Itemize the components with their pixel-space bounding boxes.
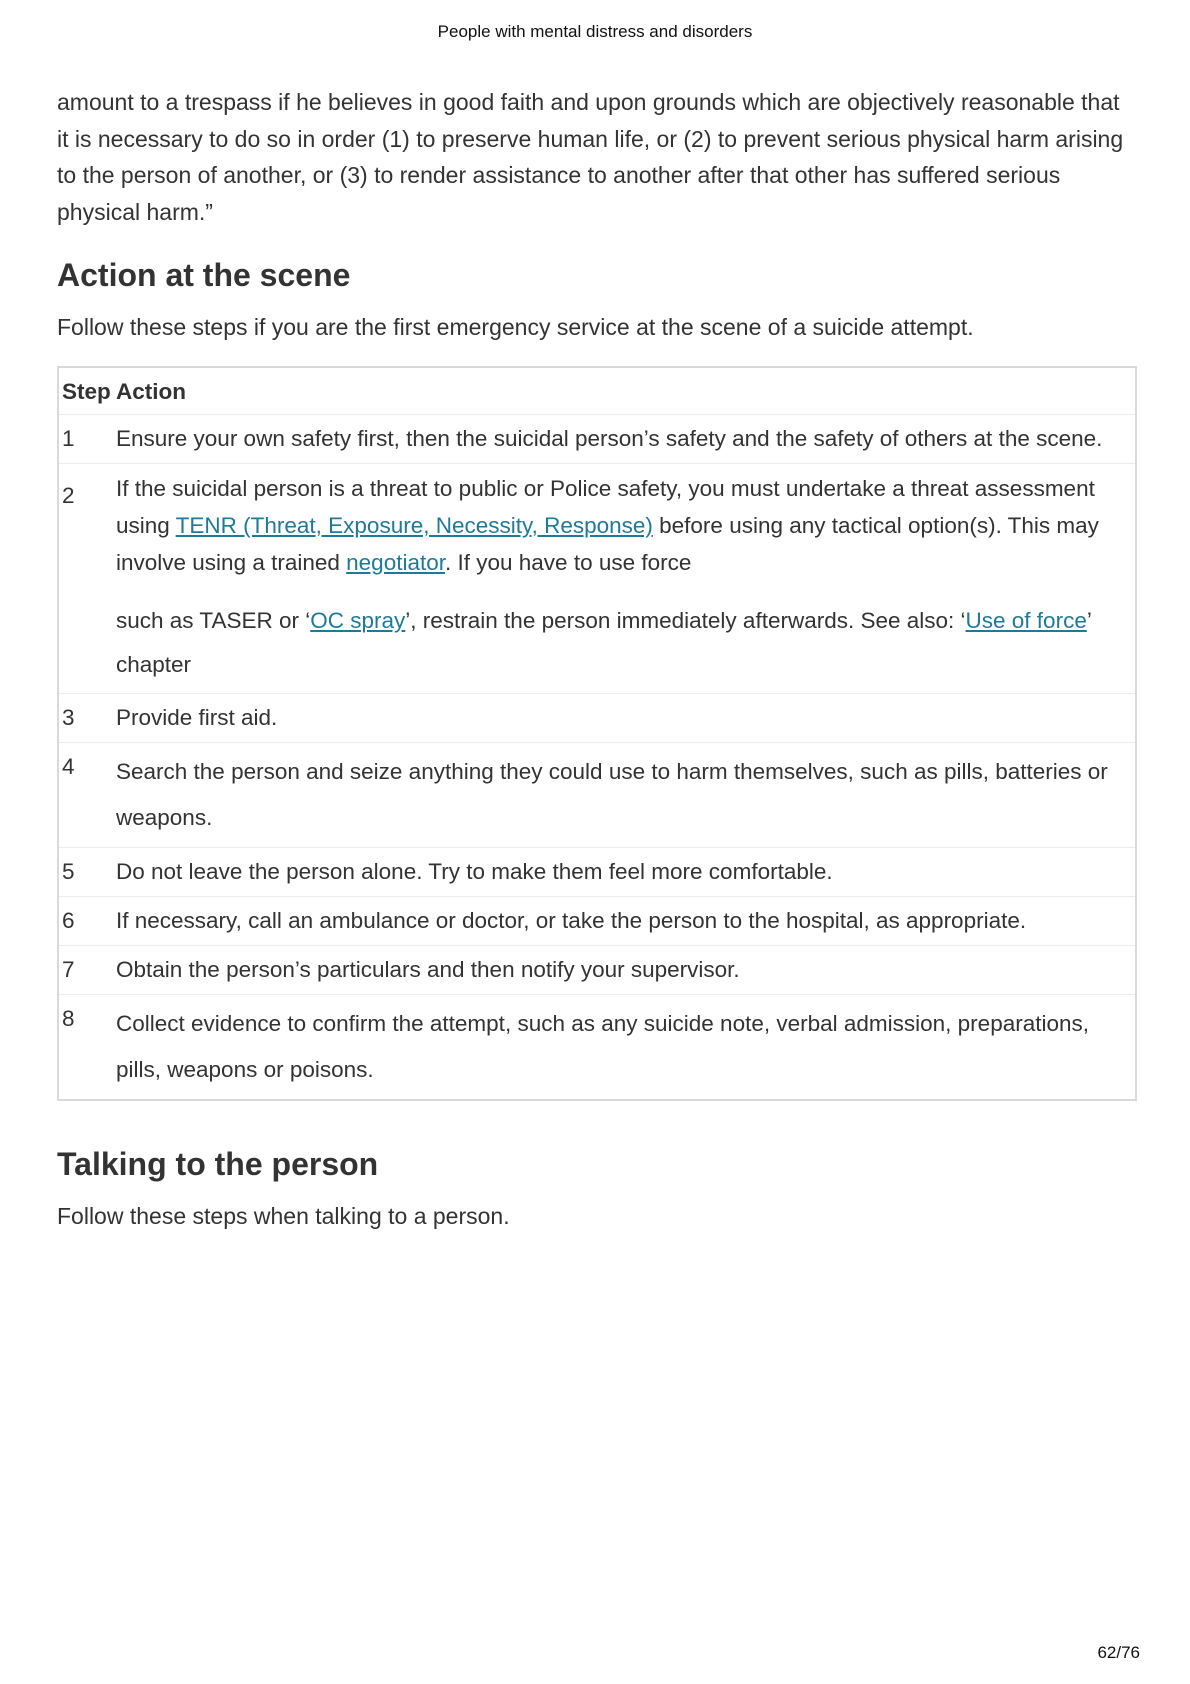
step-action: Obtain the person’s particulars and then notify your supervisor. xyxy=(114,946,1136,995)
step-number: 3 xyxy=(58,694,114,743)
step-action: Search the person and seize anything they could use to harm themselves, such as pills, batteries or weapons. xyxy=(114,743,1136,848)
step-action: Provide first aid. xyxy=(114,694,1136,743)
step-2-text-part: If the suicidal person is a threat to public or Police safety, you must undertake a threat assessment using TENR (Threat, Exposure, Necessity, Response) before using any tactical option(s). This may involve using a trained negotiator. If you have to use force xyxy=(116,476,1099,575)
page-number: 62/76 xyxy=(1097,1643,1140,1662)
use-of-force-link[interactable]: Use of force xyxy=(965,608,1087,633)
section-intro-talking-to-person: Follow these steps when talking to a person. xyxy=(57,1203,510,1229)
negotiator-link[interactable]: negotiator xyxy=(346,550,445,575)
page-content xyxy=(57,84,1137,1233)
table-row xyxy=(58,464,1136,694)
step-number: 4 xyxy=(58,743,114,848)
section-heading-talking-to-person: Talking to the person xyxy=(57,1146,379,1182)
section-intro-action-at-scene: Follow these steps if you are the first emergency service at the scene of a suicide attempt. xyxy=(57,314,974,340)
table-row xyxy=(58,946,1136,995)
step-number: 7 xyxy=(58,946,114,995)
step-action xyxy=(114,464,1136,694)
step-number: 2 xyxy=(58,464,114,694)
step-number: 6 xyxy=(58,897,114,946)
table-row xyxy=(58,415,1136,464)
running-header: People with mental distress and disorders xyxy=(437,22,753,41)
section-heading-action-at-scene: Action at the scene xyxy=(57,257,351,293)
continuation-paragraph: amount to a trespass if he believes in good faith and upon grounds which are objectively reasonable that it is necessary to do so in order (1) to preserve human life, or (2) to prevent serious physical harm arising to the person of another, or (3) to render assistance to another after that other has suffered serious physical harm.” xyxy=(57,89,1124,225)
step-action: Do not leave the person alone. Try to make them feel more comfortable. xyxy=(114,848,1136,897)
step-number: 5 xyxy=(58,848,114,897)
steps-table xyxy=(57,366,1137,1101)
step-action: Collect evidence to confirm the attempt, such as any suicide note, verbal admission, preparations, pills, weapons or poisons. xyxy=(114,995,1136,1101)
table-row xyxy=(58,995,1136,1101)
column-header-action: Action xyxy=(116,379,186,404)
table-row xyxy=(58,743,1136,848)
step-action: If necessary, call an ambulance or doctor, or take the person to the hospital, as appropriate. xyxy=(114,897,1136,946)
column-header-step: Step xyxy=(62,379,111,404)
table-row xyxy=(58,694,1136,743)
table-header-row xyxy=(58,367,1136,415)
table-row xyxy=(58,848,1136,897)
oc-spray-link[interactable]: OC spray xyxy=(310,608,406,633)
table-row xyxy=(58,897,1136,946)
step-action: Ensure your own safety first, then the suicidal person’s safety and the safety of others at the scene. xyxy=(114,415,1136,464)
tenr-link[interactable]: TENR (Threat, Exposure, Necessity, Response) xyxy=(175,513,653,538)
step-number: 8 xyxy=(58,995,114,1101)
step-2-text-continuation: such as TASER or ‘OC spray’, restrain the person immediately afterwards. See also: ‘Use of force’ chapter xyxy=(116,608,1092,677)
step-number: 1 xyxy=(58,415,114,464)
